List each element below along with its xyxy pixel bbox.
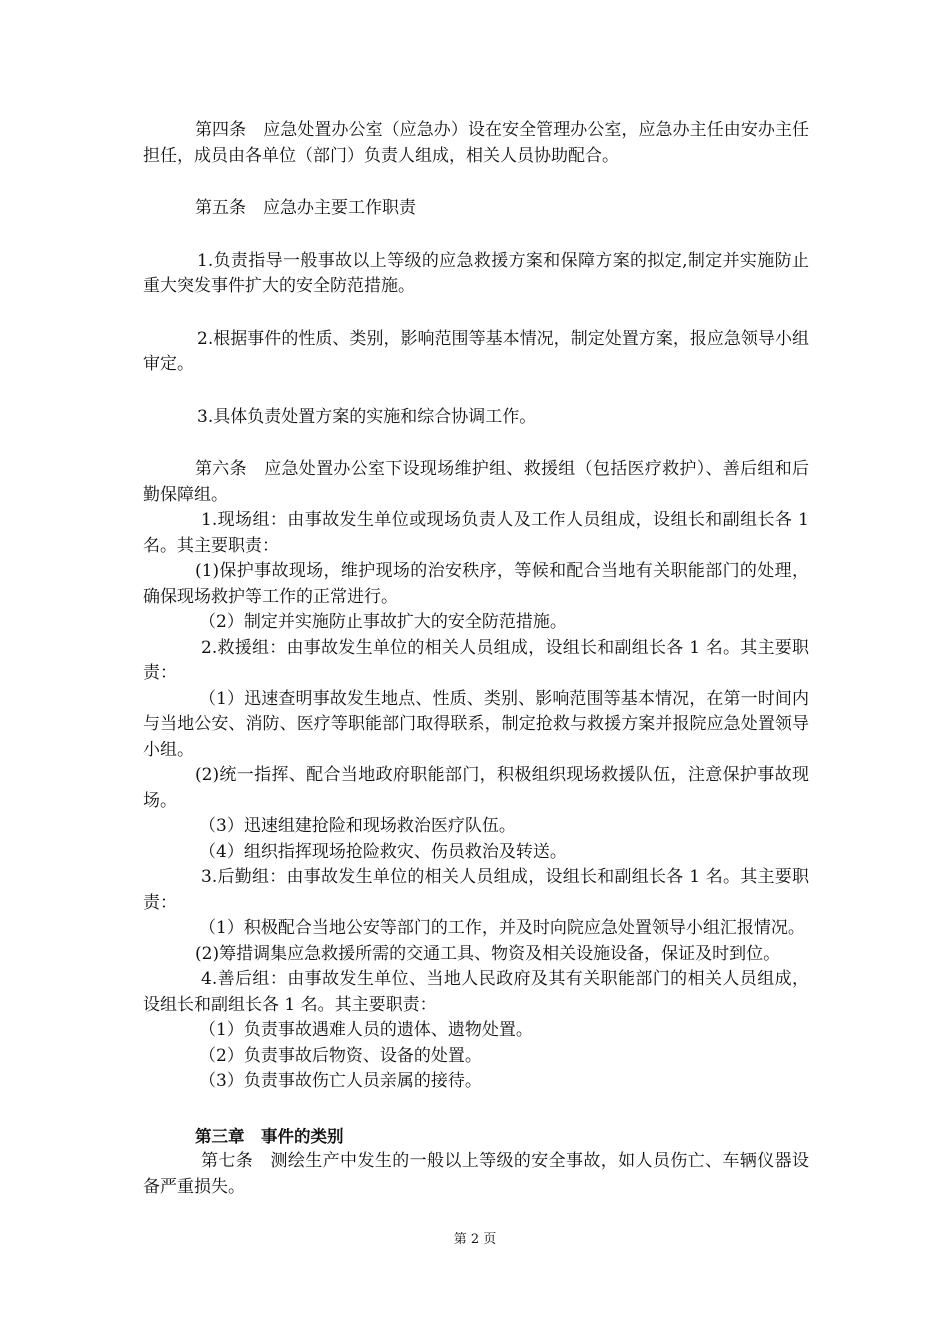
page-number: 第 2 页 — [453, 1232, 497, 1247]
article-4: 第四条 应急处置办公室（应急办）设在安全管理办公室，应急办主任由安办主任担任，成员由各单位（部门）负责人组成，相关人员协助配合。 — [143, 120, 809, 166]
aftermath-duty-3: （3）负责事故伤亡人员亲属的接待。 — [199, 1071, 482, 1091]
article-5-item-2: 2.根据事件的性质、类别，影响范围等基本情况，制定处置方案，报应急领导小组审定。 — [143, 328, 809, 374]
article-5-item-1: 1.负责指导一般事故以上等级的应急救援方案和保障方案的拟定,制定并实施防止重大突发事件扩大的安全防范措施。 — [143, 250, 809, 296]
document-body — [143, 118, 809, 1200]
rescue-group: 2.救援组：由事故发生单位的相关人员组成，设组长和副组长各 1 名。其主要职责： — [143, 637, 809, 683]
scene-duty-1: (1)保护事故现场，维护现场的治安秩序，等候和配合当地有关职能部门的处理，确保现场救护等工作的正常进行。 — [143, 561, 809, 607]
rescue-duty-1: （1）迅速查明事故发生地点、性质、类别、影响范围等基本情况，在第一时间内与当地公安、消防、医疗等职能部门取得联系，制定抢救与救援方案并报院应急处置领导小组。 — [143, 688, 809, 760]
rescue-duty-2: (2)统一指挥、配合当地政府职能部门，积极组织现场救援队伍，注意保护事故现场。 — [143, 765, 809, 811]
aftermath-duty-2: （2）负责事故后物资、设备的处置。 — [199, 1045, 482, 1066]
article-5: 第五条 应急办主要工作职责 — [195, 198, 416, 218]
logistics-group: 3.后勤组：由事故发生单位的相关人员组成，设组长和副组长各 1 名。其主要职责： — [143, 867, 809, 913]
scene-group: 1.现场组：由事故发生单位或现场负责人及工作人员组成，设组长和副组长各 1 名。其主要职责： — [143, 510, 809, 556]
scene-duty-2: （2）制定并实施防止事故扩大的安全防范措施。 — [199, 612, 567, 632]
article-6: 第六条 应急处置办公室下设现场维护组、救援组（包括医疗救护）、善后组和后勤保障组。 — [143, 459, 809, 505]
aftermath-duty-1: （1）负责事故遇难人员的遗体、遗物处置。 — [199, 1020, 533, 1040]
chapter-heading: 第三章 事件的类别 — [195, 1126, 344, 1146]
rescue-duty-3: （3）迅速组建抢险和现场救治医疗队伍。 — [199, 816, 516, 836]
logistics-duty-1: （1）积极配合当地公安等部门的工作，并及时向院应急处置领导小组汇报情况。 — [199, 918, 805, 938]
article-5-item-3: 3.具体负责处置方案的实施和综合协调工作。 — [197, 406, 537, 427]
article-7: 第七条 测绘生产中发生的一般以上等级的安全事故，如人员伤亡、车辆仪器设备严重损失。 — [143, 1151, 809, 1197]
rescue-duty-4: （4）组织指挥现场抢险救灾、伤员救治及转送。 — [199, 841, 567, 862]
aftermath-group: 4.善后组：由事故发生单位、当地人民政府及其有关职能部门的相关人员组成，设组长和副组长各 1 名。其主要职责： — [143, 969, 809, 1015]
logistics-duty-2: (2)筹措调集应急救援所需的交通工具、物资及相关设施设备，保证及时到位。 — [195, 943, 781, 964]
